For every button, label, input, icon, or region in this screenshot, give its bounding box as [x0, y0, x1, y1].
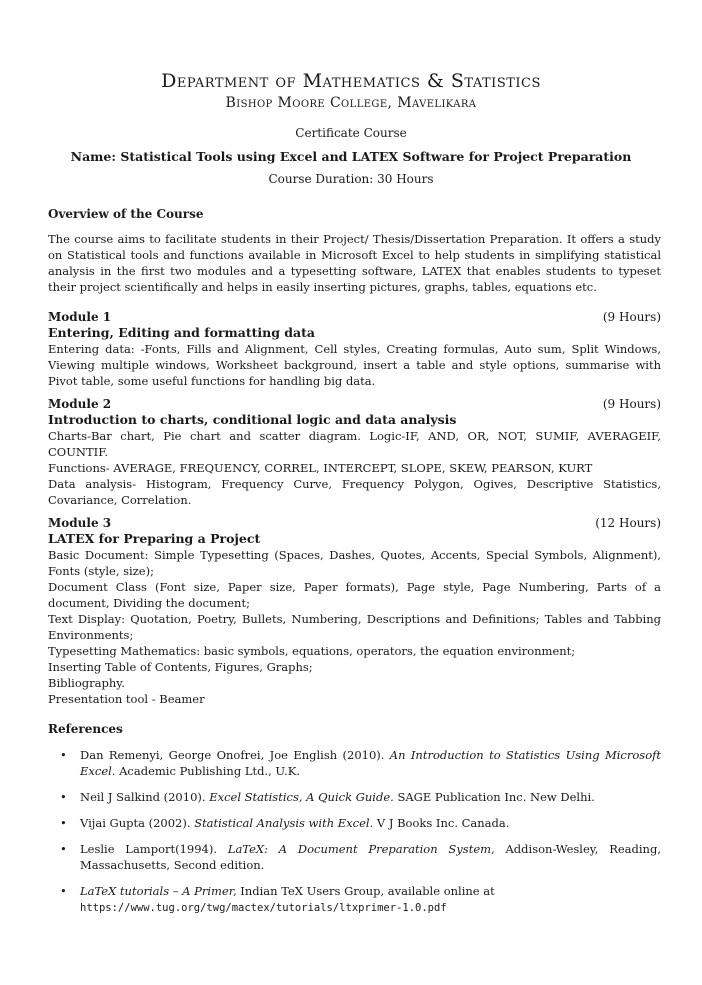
module-3-line: Bibliography. [48, 676, 125, 690]
module-3-header [48, 515, 661, 531]
module-3-hours: (12 Hours) [595, 516, 661, 530]
overview-section [48, 206, 661, 295]
module-2-line: Data analysis- Histogram, Frequency Curve, Frequency Polygon, Ogives, Descriptive Statistics, Covariance, Correlation. [48, 477, 661, 507]
bullet-icon: • [60, 816, 67, 830]
course-duration: Course Duration: 30 Hours [268, 172, 434, 186]
overview-heading: Overview of the Course [48, 207, 204, 221]
overview-text: The course aims to facilitate students in their Project/ Thesis/Dissertation Preparation. It offers a study on Statistical tools and functions available in Microsoft Excel to help students in simplifying statistical analysis in the first two modules and a typesetting software, LATEX that enables students to typeset their project scientifically and helps in easily inserting pictures, graphs, tables, equations etc. [48, 232, 661, 294]
module-2-line: Charts-Bar chart, Pie chart and scatter diagram. Logic-IF, AND, OR, NOT, SUMIF, AVERAGEIF, COUNTIF. [48, 429, 661, 459]
reference-item: • Dan Remenyi, George Onofrei, Joe English (2010). An Introduction to Statistics Using Microsoft Excel. Academic Publishing Ltd., U.K. [60, 748, 661, 778]
bullet-icon: • [60, 884, 67, 898]
certificate-label: Certificate Course [295, 126, 407, 140]
module-1 [48, 309, 661, 389]
reference-url[interactable]: https://www.tug.org/twg/mactex/tutorials/ltxprimer-1.0.pdf [80, 902, 447, 914]
department-title: Department of Mathematics & Statistics [161, 70, 541, 92]
module-3-label: Module 3 [48, 516, 112, 530]
bullet-icon: • [60, 790, 67, 804]
reference-item: • Leslie Lamport(1994). LaTeX: A Document Preparation System, Addison-Wesley, Reading, Massachusetts, Second edition. [60, 842, 661, 872]
references-list [48, 747, 661, 916]
college-name: Bishop Moore College, Mavelikara [225, 95, 477, 111]
module-1-title: Entering, Editing and formatting data [48, 325, 316, 340]
reference-item: • Vijai Gupta (2002). Statistical Analysis with Excel. V J Books Inc. Canada. [60, 816, 510, 830]
reference-item: • Neil J Salkind (2010). Excel Statistics, A Quick Guide. SAGE Publication Inc. New Delhi. [60, 790, 595, 804]
module-1-header [48, 309, 661, 325]
module-1-hours: (9 Hours) [602, 310, 661, 324]
module-1-line: Entering data: -Fonts, Fills and Alignment, Cell styles, Creating formulas, Auto sum, Split Windows, Viewing multiple windows, Worksheet background, insert a table and style options, summarise with Pivot table, some useful functions for handling big data. [48, 342, 661, 388]
module-1-label: Module 1 [48, 310, 112, 324]
module-2-hours: (9 Hours) [602, 397, 661, 411]
module-3-line: Text Display: Quotation, Poetry, Bullets, Numbering, Descriptions and Definitions; Tables and Tabbing Environments; [48, 612, 661, 642]
course-name: Name: Statistical Tools using Excel and LATEX Software for Project Preparation [70, 149, 632, 164]
module-2-line: Functions- AVERAGE, FREQUENCY, CORREL, INTERCEPT, SLOPE, SKEW, PEARSON, KURT [48, 461, 593, 475]
module-3-line: Typesetting Mathematics: basic symbols, equations, operators, the equation environment; [48, 644, 576, 658]
module-3-line: Presentation tool - Beamer [48, 692, 205, 706]
module-3-line: Inserting Table of Contents, Figures, Graphs; [48, 660, 313, 674]
module-2 [48, 396, 661, 508]
bullet-icon: • [60, 842, 67, 856]
module-3-line: Document Class (Font size, Paper size, Paper formats), Page style, Page Numbering, Parts of a document, Dividing the document; [48, 580, 661, 610]
module-3 [48, 515, 661, 707]
reference-item: • LaTeX tutorials – A Primer, Indian TeX Users Group, available online at https://www.tug.org/twg/mactex/tutorials/ltxprimer-1.0.pdf [60, 884, 495, 914]
module-2-title: Introduction to charts, conditional logic and data analysis [48, 412, 457, 427]
module-3-line: Basic Document: Simple Typesetting (Spaces, Dashes, Quotes, Accents, Special Symbols, Alignment), Fonts (style, size); [48, 548, 661, 578]
module-2-header [48, 396, 661, 412]
module-2-label: Module 2 [48, 397, 112, 411]
references-heading: References [48, 722, 123, 736]
bullet-icon: • [60, 748, 67, 762]
references-section [48, 721, 661, 926]
module-3-title: LATEX for Preparing a Project [48, 531, 261, 546]
